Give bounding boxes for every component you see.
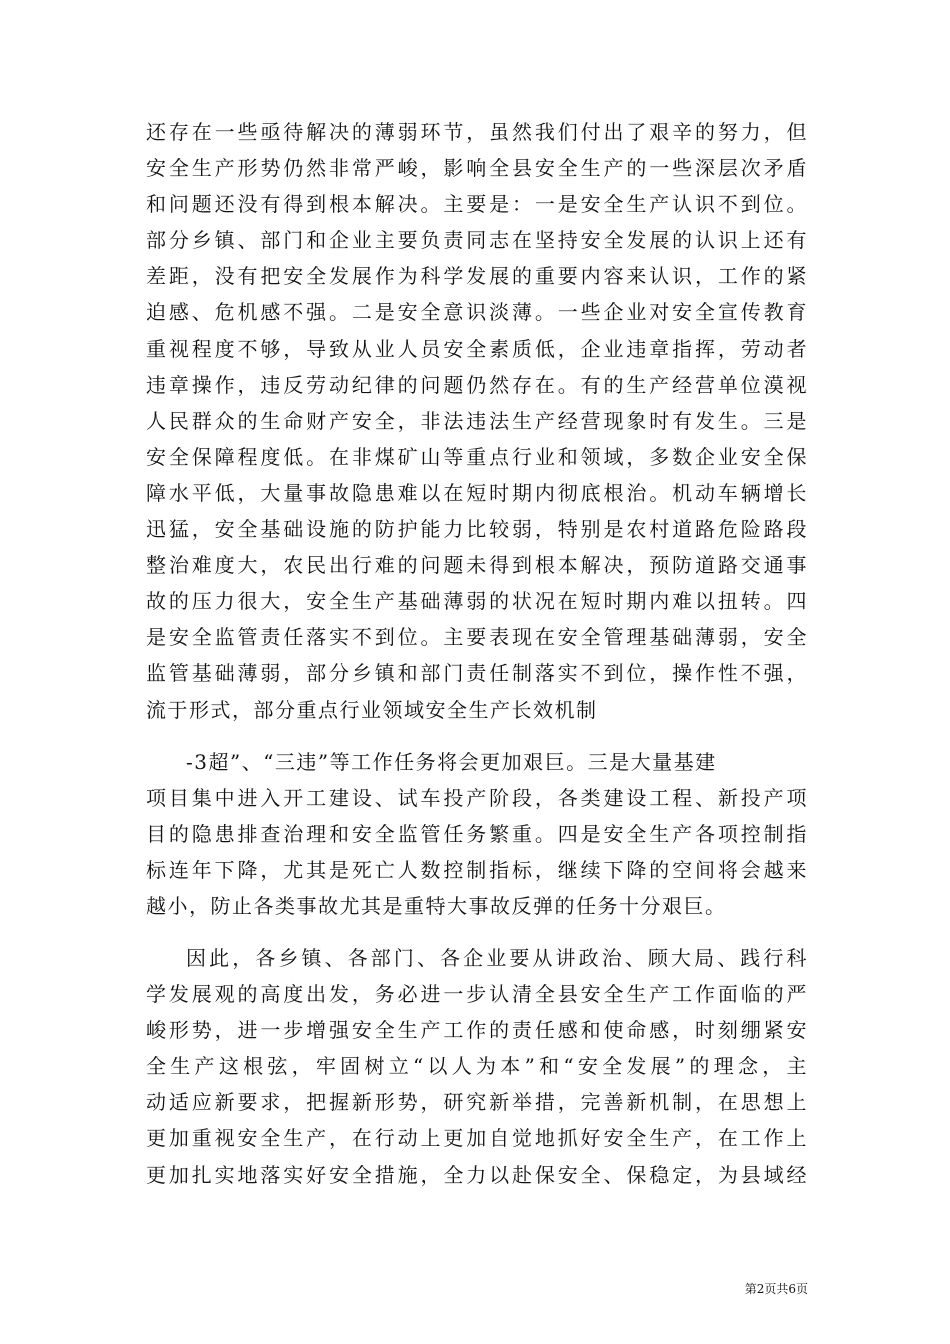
paragraph-line: 监管基础薄弱，部分乡镇和部门责任制落实不到位，操作性不强， [146, 661, 808, 686]
paragraph-line: 全生产这根弦，牢固树立“以人为本”和“安全发展”的理念，主 [146, 1054, 808, 1079]
paragraph-line: 因此，各乡镇、各部门、各企业要从讲政治、顾大局、践行科 [186, 946, 808, 970]
paragraph-3 [146, 940, 808, 1193]
paragraph-line: 越小，防止各类事故尤其是重特大事故反弹的任务十分艰巨。 [146, 894, 727, 919]
paragraph-line: 项目集中进入开工建设、试车投产阶段，各类建设工程、新投产项 [146, 786, 808, 811]
paragraph-1 [146, 114, 808, 728]
paragraph-line: 安全保障程度低。在非煤矿山等重点行业和领域，多数企业安全保 [146, 444, 808, 469]
paragraph-line: 整治难度大，农民出行难的问题未得到根本解决，预防道路交通事 [146, 553, 808, 578]
paragraph-line: 流于形式，部分重点行业领域安全生产长效机制 [146, 697, 598, 722]
paragraph-line: 动适应新要求，把握新形势，研究新举措，完善新机制，在思想上 [146, 1090, 808, 1115]
paragraph-line: 更加扎实地落实好安全措施，全力以赴保安全、保稳定，为县域经 [146, 1162, 808, 1187]
paragraph-line: 还存在一些亟待解决的薄弱环节，虽然我们付出了艰辛的努力，但 [146, 120, 808, 144]
page-number: 第2页共6页 [744, 1282, 808, 1296]
paragraph-line: 违章操作，违反劳动纪律的问题仍然存在。有的生产经营单位漠视 [146, 372, 808, 397]
paragraph-line: 障水平低，大量事故隐患难以在短时期内彻底根治。机动车辆增长 [146, 480, 808, 505]
paragraph-line: 峻形势，进一步增强安全生产工作的责任感和使命感，时刻绷紧安 [146, 1018, 808, 1043]
paragraph-line: 差距，没有把安全发展作为科学发展的重要内容来认识，工作的紧 [146, 264, 808, 289]
paragraph-line: -3超”、“三违”等工作任务将会更加艰巨。三是大量基建 [186, 750, 717, 774]
paragraph-line: 是安全监管责任落实不到位。主要表现在安全管理基础薄弱，安全 [146, 625, 808, 650]
paragraph-line: 更加重视安全生产，在行动上更加自觉地抓好安全生产，在工作上 [146, 1126, 808, 1151]
paragraph-line: 迫感、危机感不强。二是安全意识淡薄。一些企业对安全宣传教育 [146, 300, 808, 325]
paragraph-line: 目的隐患排查治理和安全监管任务繁重。四是安全生产各项控制指 [146, 822, 808, 847]
paragraph-line: 学发展观的高度出发，务必进一步认清全县安全生产工作面临的严 [146, 982, 808, 1007]
paragraph-line: 人民群众的生命财产安全，非法违法生产经营现象时有发生。三是 [146, 408, 808, 433]
paragraph-2 [146, 744, 808, 924]
paragraph-line: 故的压力很大，安全生产基础薄弱的状况在短时期内难以扭转。四 [146, 589, 808, 614]
paragraph-line: 和问题还没有得到根本解决。主要是：一是安全生产认识不到位。 [146, 192, 808, 217]
paragraph-line: 迅猛，安全基础设施的防护能力比较弱，特别是农村道路危险路段 [146, 517, 808, 542]
paragraph-line: 部分乡镇、部门和企业主要负责同志在坚持安全发展的认识上还有 [146, 228, 808, 253]
paragraph-line: 安全生产形势仍然非常严峻，影响全县安全生产的一些深层次矛盾 [146, 156, 808, 181]
paragraph-line: 重视程度不够，导致从业人员安全素质低，企业违章指挥，劳动者 [146, 336, 808, 361]
paragraph-line: 标连年下降，尤其是死亡人数控制指标，继续下降的空间将会越来 [146, 858, 808, 883]
